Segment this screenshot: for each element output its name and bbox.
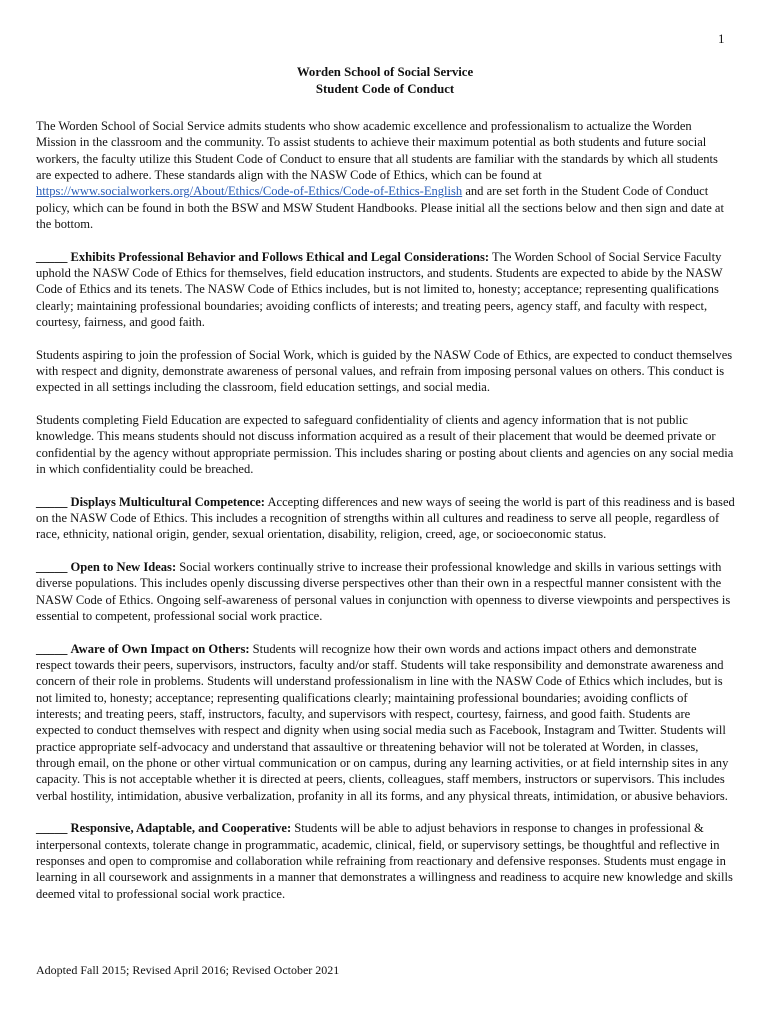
initial-blank[interactable]: _____ (36, 249, 68, 264)
section-heading: Responsive, Adaptable, and Cooperative: (70, 821, 292, 836)
section-heading: Open to New Ideas: (70, 560, 177, 575)
section-text: Accepting differences and new ways of seeing the world is part of this readiness and is based on the NASW Code of Ethics. This includes a recognition of strengths within all cultures and readiness to serve all people, regardless of race, ethnicity, national origin, gender, sexual orientation, disability, religion, creed, age, or socioeconomic status. (36, 494, 735, 542)
intro-paragraph (36, 118, 735, 232)
section-open-to-new-ideas (36, 559, 735, 624)
section-professional-behavior (36, 249, 735, 331)
section-heading: Displays Multicultural Competence: (70, 494, 265, 509)
initial-blank[interactable]: _____ (36, 641, 68, 656)
section-text: Students aspiring to join the profession of Social Work, which is guided by the NASW Code of Ethics, are expected to conduct themselves with respect and dignity, demonstrate awareness of personal values, and refrain from imposing personal values on others. This conduct is expected in all settings including the classroom, field education settings, and social media. (36, 347, 733, 395)
document-body (36, 118, 735, 918)
initial-blank[interactable]: _____ (36, 821, 68, 836)
section-field-confidentiality (36, 412, 735, 477)
section-text: Students will be able to adjust behaviors in response to changes in professional & interpersonal contexts, tolerate change in programmatic, academic, clinical, field, or supervisory settings, be thoughtful and reflective in responses and open to compromise and collaboration while refraining from reactionary and defensive responses. Students must engage in learning in all coursework and assignments in a manner that demonstrates a willingness and readiness to acquire new knowledge and skills deemed vital to professional social work practice. (36, 821, 733, 901)
document-title: Worden School of Social Service (296, 65, 474, 79)
section-text: Students completing Field Education are expected to safeguard confidentiality of clients and agency information that is not public knowledge. This means students should not discuss information acquired as a result of their placement that would be deemed private or confidential by the agency without appropriate permission. This includes sharing or posting about clients and agencies on any social media in which confidentiality could be breached. (36, 413, 734, 477)
section-text: Social workers continually strive to increase their professional knowledge and skills in various settings with diverse populations. This includes openly discussing diverse perspectives other than their own in a respectful manner consistent with the NASW Code of Ethics. Ongoing self-awareness of personal values in conjunction with openness to diverse viewpoints and perspectives is essential to competent, professional social work practice. (36, 560, 731, 624)
intro-text-end: and are set forth in the Student Code of Conduct policy, which can be found in both the BSW and MSW Student Handbooks. Please initial all the sections below and then sign and date at the bottom. (36, 184, 724, 232)
initial-blank[interactable]: _____ (36, 560, 68, 575)
intro-text-start: The Worden School of Social Service admits students who show academic excellence and professionalism to actualize the Worden Mission in the classroom and the community. To assist students to achieve their maximum potential as both students and future social workers, the faculty utilize this Student Code of Conduct to ensure that all students are familiar with the standards by which all students are expected to adhere. These standards align with the NASW Code of Ethics, which can be found at (36, 119, 718, 183)
section-social-work-conduct (36, 347, 735, 396)
revision-footer: Adopted Fall 2015; Revised April 2016; Revised October 2021 (36, 963, 340, 977)
initial-blank[interactable]: _____ (36, 494, 68, 509)
document-subtitle: Student Code of Conduct (315, 82, 455, 96)
document-header (0, 64, 770, 98)
page-number: 1 (718, 31, 725, 46)
section-text: Students will recognize how their own words and actions impact others and demonstrate respect towards their peers, supervisors, instructors, faculty and/or staff. Students will take responsibility and demonstrate awareness and concern of their role in problems. Students will understand professionalism in line with the NASW Code of Ethics which includes, but is not limited to, honesty; acceptance; representing qualifications clearly; maintaining professional boundaries; avoiding conflicts of interests; and treating peers, staff, instructors, faculty, and supervisors with respect, courtesy, fairness, and good faith. Students are expected to conduct themselves with respect and dignity when using social media such as Facebook, Instagram and Twitter. Students will practice appropriate self-advocacy and understand that assaultive or threatening behavior will not be tolerated at Worden, in classes, through email, on the phone or other virtual communication or on campus, during any learning activities, or at field internship sites in any capacity. This is not acceptable whether it is directed at peers, clients, colleagues, staff members, instructors or supervisors. This includes verbal hostility, intimidation, abusive verbalization, profanity in all its forms, and any physical threats, intimidation, or abusive behaviors. (36, 641, 729, 803)
section-multicultural-competence (36, 494, 735, 543)
section-heading: Aware of Own Impact on Others: (70, 641, 250, 656)
nasw-code-link[interactable]: https://www.socialworkers.org/About/Ethics/Code-of-Ethics/Code-of-Ethics-English (36, 184, 463, 199)
section-impact-on-others (36, 641, 735, 804)
section-heading: Exhibits Professional Behavior and Follows Ethical and Legal Considerations: (70, 249, 490, 264)
section-responsive-adaptable (36, 820, 735, 902)
section-text: The Worden School of Social Service Faculty uphold the NASW Code of Ethics for themselves, field education instructors, and students. Students are expected to abide by the NASW Code of Ethics and its tenets. The NASW Code of Ethics includes, but is not limited to, honesty; acceptance; representing qualifications clearly; maintaining professional boundaries; avoiding conflicts of interests; and treating peers, agency staff, and faculty with respect, courtesy, fairness, and good faith. (36, 249, 723, 330)
